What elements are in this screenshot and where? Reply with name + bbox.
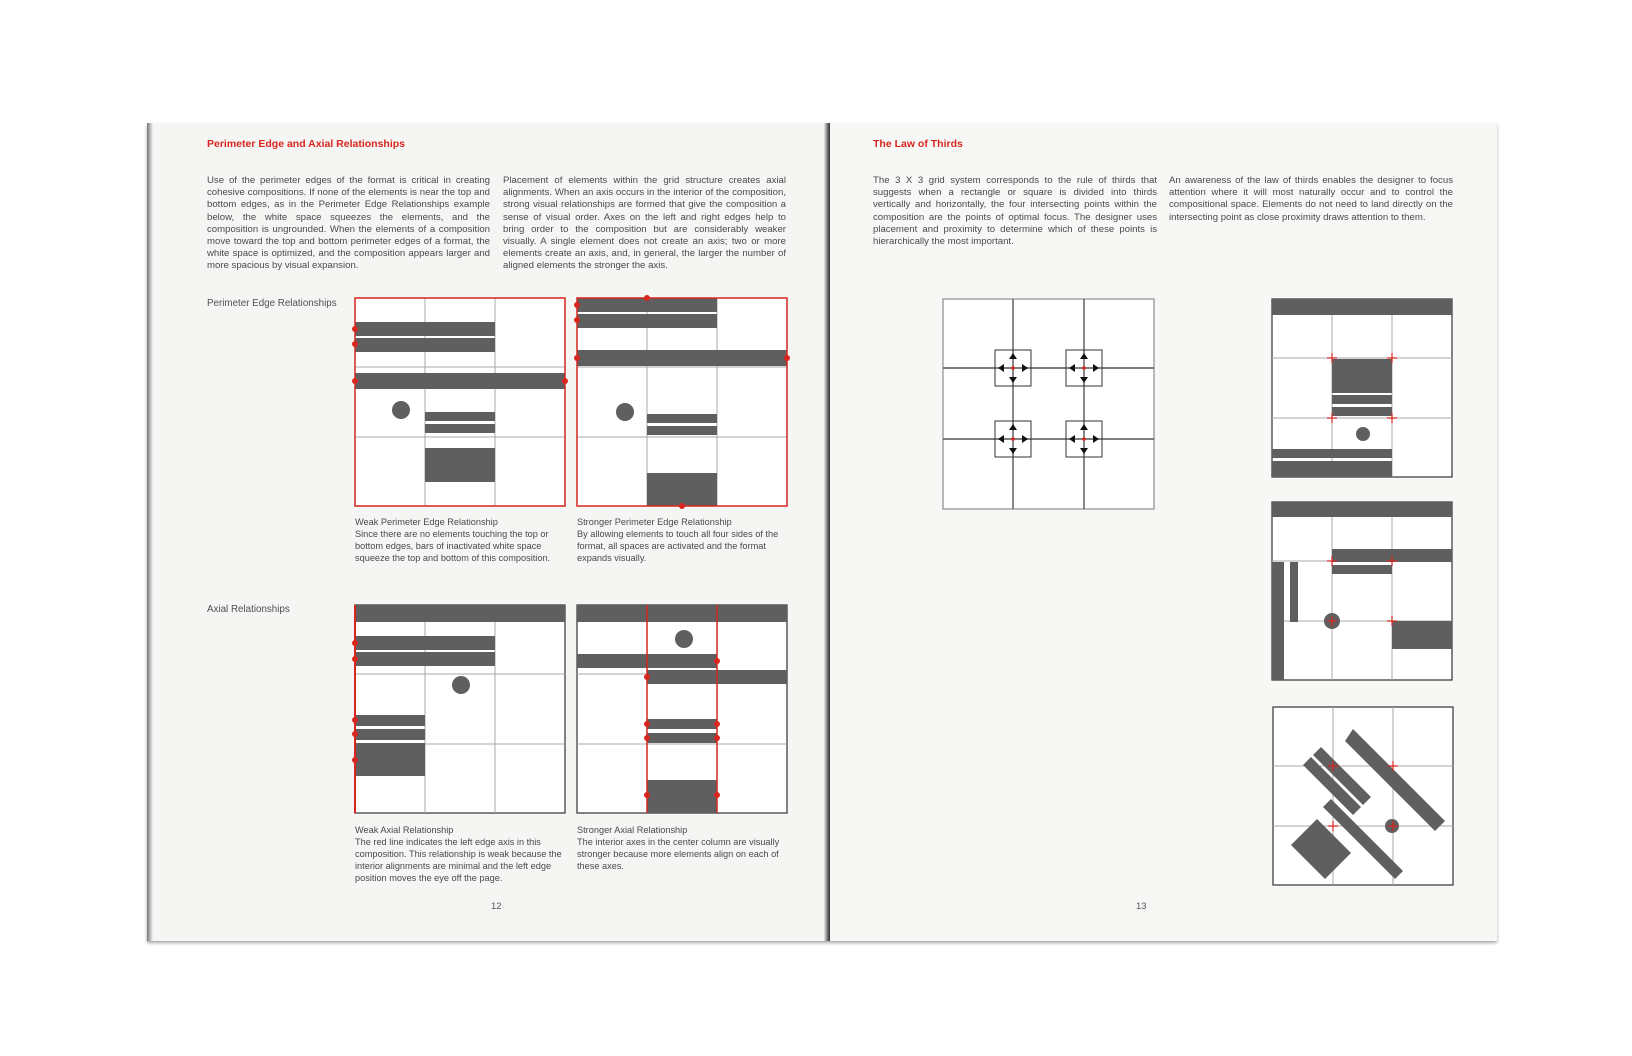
caption-text: The interior axes in the center column are visually stronger because more elements align on each of these axes.: [577, 837, 780, 872]
right-intro-column-2: An awareness of the law of thirds enables the designer to focus attention where it will most naturally occur and to control the compositional space. Elements do not need to land directly on the intersecting point as close proximity draws attention to them.: [1169, 175, 1453, 223]
caption-title: Weak Perimeter Edge Relationship: [355, 517, 498, 527]
bar: [355, 636, 495, 650]
bar: [355, 652, 495, 666]
bar: [577, 605, 787, 622]
bar: [647, 733, 717, 743]
caption-title: Weak Axial Relationship: [355, 825, 454, 835]
bar: [1272, 502, 1452, 517]
dot: [616, 403, 634, 421]
right-page: [830, 123, 1497, 941]
weak-perimeter-diagram: [355, 298, 565, 506]
bar: [425, 424, 495, 433]
caption-weak-perimeter: [355, 516, 567, 564]
thirds-example-3: [1273, 707, 1453, 885]
page-number-left: 12: [491, 901, 502, 912]
left-page: [147, 123, 828, 941]
caption-title: Stronger Axial Relationship: [577, 825, 688, 835]
caption-text: The red line indicates the left edge axis in this composition. This relationship is weak because the interior alignments are minimal and the left edge position moves the eye off the page.: [355, 837, 562, 884]
strong-axial-diagram: [577, 605, 787, 813]
bar: [647, 780, 717, 813]
bar: [355, 338, 495, 352]
bar: [1332, 359, 1392, 393]
bar: [647, 426, 717, 435]
format-frame: [943, 299, 1154, 509]
bar: [1272, 299, 1452, 315]
bar: [1272, 449, 1392, 458]
left-intro-column-1: Use of the perimeter edges of the format is critical in creating cohesive compositions. If none of the elements is near the top and bottom edges, as in the Perimeter Edge Relationships example below, the white space squeezes the elements, and the composition is ungrounded. When the elements of a composition move toward the top and bottom perimeter edges of a format, the white space is optimized, and the composition appears larger and more spacious by visual expansion.: [207, 175, 490, 272]
bar: [355, 729, 425, 740]
bar: [1272, 562, 1284, 680]
axial-section-label: Axial Relationships: [207, 604, 290, 615]
bar: [355, 715, 425, 726]
bar: [425, 448, 495, 482]
dot: [675, 630, 693, 648]
caption-strong-axial: [577, 824, 795, 872]
left-page-title: Perimeter Edge and Axial Relationships: [207, 138, 406, 150]
weak-axial-diagram: [355, 605, 565, 813]
left-intro-column-2: Placement of elements within the grid structure creates axial alignments. When an axis occurs in the interior of the composition, strong visual relationships are formed that give the composition a sense of visual order. Axes on the left and right edges help to bring order to the composition but are considerably weaker visually. A single element does not create an axis; two or more elements create an axis, and, in general, the larger the number of aligned elements the stronger the axis.: [503, 175, 786, 272]
bar: [647, 719, 717, 729]
bar: [1332, 395, 1392, 404]
caption-weak-axial: [355, 824, 567, 884]
bar: [1272, 461, 1392, 477]
bar: [355, 322, 495, 336]
caption-text: Since there are no elements touching the top or bottom edges, bars of inactivated white space squeeze the top and bottom of this composition.: [355, 529, 551, 564]
bar: [577, 350, 787, 366]
thirds-example-2: [1272, 502, 1452, 680]
page-number-right: 13: [1136, 901, 1147, 912]
bar: [647, 473, 717, 506]
bar: [355, 743, 425, 776]
bar: [577, 314, 717, 328]
dot: [392, 401, 410, 419]
page-edge-shadow: [147, 123, 153, 941]
bar: [647, 414, 717, 423]
dot: [1356, 427, 1370, 441]
bar: [1290, 562, 1298, 622]
bar: [1392, 621, 1452, 649]
bar: [1332, 407, 1392, 416]
perimeter-section-label: Perimeter Edge Relationships: [207, 298, 337, 309]
right-intro-column-1: The 3 X 3 grid system corresponds to the rule of thirds that suggests when a rectangle or square is divided into thirds vertically and horizontally, the four intersecting points within the composition are the points of optimal focus. The designer uses placement and proximity to determine which of these points is hierarchically the most important.: [873, 175, 1157, 248]
right-page-title: The Law of Thirds: [873, 138, 963, 150]
bar: [355, 605, 565, 622]
book-spread: [147, 123, 1497, 941]
thirds-example-1: [1272, 299, 1452, 477]
caption-text: By allowing elements to touch all four sides of the format, all spaces are activated and the format expands visually.: [577, 529, 779, 564]
strong-perimeter-diagram: [577, 298, 787, 506]
bar: [355, 373, 565, 389]
dot: [452, 676, 470, 694]
bar: [1332, 565, 1392, 574]
caption-title: Stronger Perimeter Edge Relationship: [577, 517, 732, 527]
thirds-grid-diagram: [943, 299, 1154, 509]
caption-strong-perimeter: [577, 516, 791, 564]
bar: [425, 412, 495, 421]
